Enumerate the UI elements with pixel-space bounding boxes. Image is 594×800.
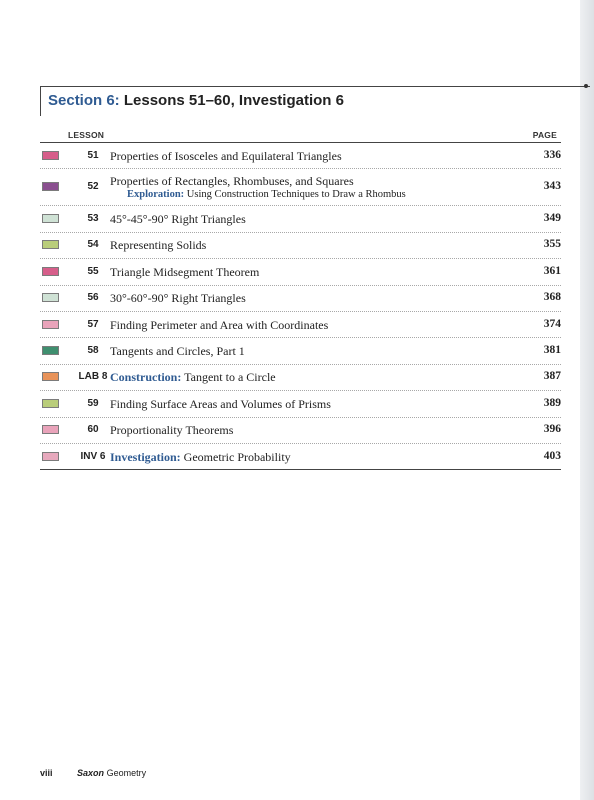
- color-swatch: [42, 151, 59, 160]
- color-swatch: [42, 425, 59, 434]
- lesson-number: 56: [87, 292, 99, 304]
- lesson-row: [40, 233, 561, 259]
- section-label: Section 6:: [48, 92, 120, 109]
- lesson-row: [40, 143, 561, 169]
- page-footer: [40, 768, 146, 778]
- exploration-label: Exploration:: [127, 189, 185, 201]
- lesson-number: 51: [87, 149, 99, 161]
- lesson-title-text: Geometric Probability: [183, 449, 291, 464]
- lesson-row: [40, 391, 561, 417]
- lesson-title: Finding Surface Areas and Volumes of Prisms: [110, 396, 331, 411]
- page-number: 361: [543, 264, 561, 277]
- footer-brand: Saxon: [77, 768, 105, 778]
- lesson-title: [110, 450, 291, 465]
- lesson-number: 57: [87, 318, 99, 330]
- color-swatch: [42, 346, 59, 355]
- page-edge-shadow: [580, 0, 594, 800]
- lesson-number: 60: [87, 424, 99, 436]
- color-swatch: [42, 293, 59, 302]
- lesson-title: Triangle Midsegment Theorem: [110, 264, 260, 279]
- color-swatch: [42, 240, 59, 249]
- lesson-title-text: Tangent to a Circle: [184, 370, 276, 385]
- lesson-title: Properties of Isosceles and Equilateral Triangles: [110, 148, 342, 163]
- color-swatch: [42, 372, 59, 381]
- lesson-row: [40, 169, 561, 206]
- lesson-number: 59: [87, 397, 99, 409]
- lesson-number: 53: [87, 213, 99, 225]
- exploration-text: Using Construction Techniques to Draw a Rhombus: [186, 189, 406, 201]
- page-number: 387: [543, 370, 561, 383]
- lesson-number: INV 6: [80, 450, 106, 462]
- lesson-number: LAB 8: [78, 371, 108, 383]
- page-number: 389: [543, 396, 561, 409]
- page-number: 368: [543, 291, 561, 304]
- lesson-title: 30°-60°-90° Right Triangles: [110, 291, 246, 306]
- lesson-row: [40, 206, 561, 232]
- lesson-title-label: Construction:: [110, 370, 182, 385]
- lesson-title: Finding Perimeter and Area with Coordinates: [110, 317, 329, 332]
- color-swatch: [42, 267, 59, 276]
- lesson-row: [40, 444, 561, 470]
- lesson-row: [40, 259, 561, 285]
- column-header-page: PAGE: [532, 130, 557, 140]
- lesson-title: 45°-45°-90° Right Triangles: [110, 212, 246, 227]
- section-header-tick: [40, 86, 41, 116]
- page-number: 355: [543, 238, 561, 251]
- page-number: 343: [543, 180, 561, 193]
- lesson-number: 54: [87, 239, 99, 251]
- lesson-title: Proportionality Theorems: [110, 423, 234, 438]
- section-text: Lessons 51–60, Investigation 6: [123, 92, 344, 109]
- lesson-number: 58: [87, 345, 99, 357]
- color-swatch: [42, 320, 59, 329]
- page-folio: viii: [40, 768, 53, 778]
- lesson-number: 55: [87, 265, 99, 277]
- section-header-dot: [584, 84, 588, 88]
- page-number: 381: [543, 344, 561, 357]
- lesson-number: 52: [87, 181, 99, 193]
- lesson-row: [40, 338, 561, 364]
- lesson-title: [110, 370, 276, 385]
- lesson-title: Tangents and Circles, Part 1: [110, 344, 245, 359]
- column-header-lesson: LESSON: [68, 130, 105, 140]
- lesson-row: [40, 365, 561, 391]
- page-number: 374: [543, 317, 561, 330]
- footer-subject: Geometry: [106, 768, 147, 778]
- lesson-row: [40, 312, 561, 338]
- lesson-row: [40, 286, 561, 312]
- exploration-line: [127, 189, 406, 200]
- color-swatch: [42, 452, 59, 461]
- color-swatch: [42, 214, 59, 223]
- section-title: [48, 92, 344, 109]
- page-number: 403: [543, 449, 561, 462]
- page-number: 349: [543, 212, 561, 225]
- page-number: 396: [543, 423, 561, 436]
- lesson-row: [40, 418, 561, 444]
- section-header-rule: [40, 86, 590, 87]
- lesson-title-label: Investigation:: [110, 449, 181, 464]
- page-number: 336: [543, 148, 561, 161]
- lesson-title: Properties of Rectangles, Rhombuses, and Squares: [110, 174, 354, 189]
- lesson-table: [40, 143, 561, 470]
- color-swatch: [42, 182, 59, 191]
- color-swatch: [42, 399, 59, 408]
- lesson-title: Representing Solids: [110, 238, 207, 253]
